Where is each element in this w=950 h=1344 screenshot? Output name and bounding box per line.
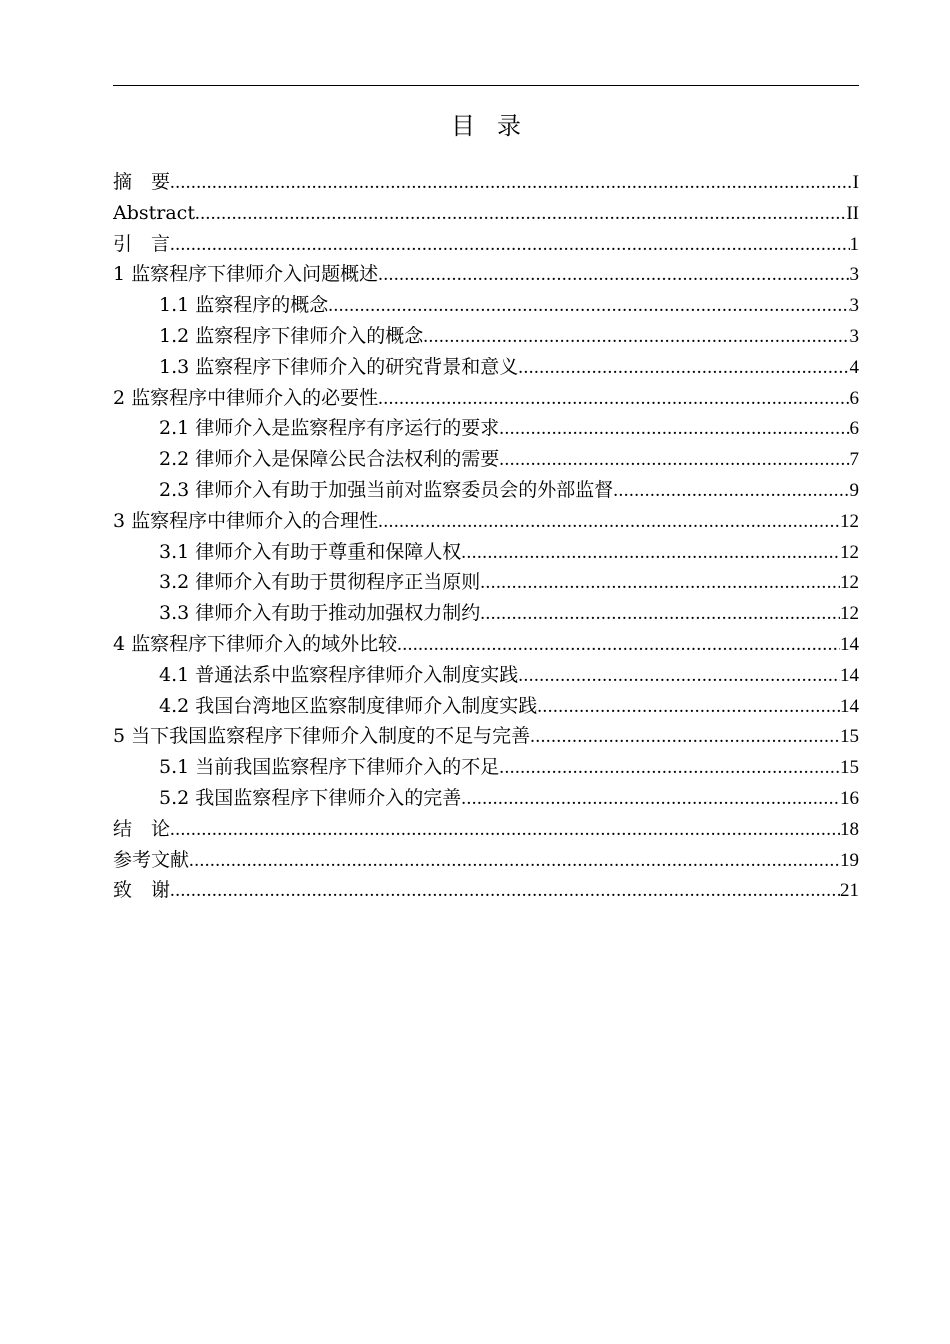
toc-entry-page-number: 6 xyxy=(849,418,859,440)
toc-entry[interactable] xyxy=(113,259,859,290)
toc-dot-leader xyxy=(328,291,849,321)
toc-entry-page-number: 21 xyxy=(840,880,859,902)
toc-entry[interactable] xyxy=(113,383,859,414)
toc-dot-leader xyxy=(397,630,840,660)
toc-entry-label: 5 当下我国监察程序下律师介入制度的不足与完善 xyxy=(113,725,531,748)
toc-entry-label: 引言 xyxy=(113,232,190,255)
toc-entry[interactable] xyxy=(113,598,859,629)
toc-dot-leader xyxy=(530,722,840,752)
toc-entry-label: 2.3 律师介入有助于加强当前对监察委员会的外部监督 xyxy=(159,478,614,501)
toc-entry-page-number: 3 xyxy=(849,295,859,317)
toc-dot-leader xyxy=(378,507,840,537)
toc-entry[interactable] xyxy=(113,537,859,568)
toc-entry-label: 参考文献 xyxy=(113,848,190,871)
toc-entry-label: 5.2 我国监察程序下律师介入的完善 xyxy=(159,786,462,809)
toc-entry-page-number: 16 xyxy=(840,787,859,809)
toc-entry-label: 1.3 监察程序下律师介入的研究背景和意义 xyxy=(159,355,519,378)
toc-entry-page-number: 6 xyxy=(849,387,859,409)
toc-entry[interactable] xyxy=(113,783,859,814)
toc-entry-label: 4.2 我国台湾地区监察制度律师介入制度实践 xyxy=(159,694,538,717)
toc-dot-leader xyxy=(195,199,846,229)
toc-entry[interactable] xyxy=(113,814,859,845)
toc-dot-leader xyxy=(499,753,840,783)
toc-entry[interactable] xyxy=(113,290,859,321)
toc-entry-label: 5.1 当前我国监察程序下律师介入的不足 xyxy=(159,756,500,779)
toc-entry[interactable] xyxy=(113,845,859,876)
toc-dot-leader xyxy=(189,846,840,876)
toc-entry-label: 摘要 xyxy=(113,171,190,193)
toc-entry-page-number: 3 xyxy=(849,325,859,347)
toc-dot-leader xyxy=(537,692,840,722)
toc-dot-leader xyxy=(461,784,840,814)
toc-entry-label: 2 监察程序中律师介入的必要性 xyxy=(113,386,379,409)
toc-dot-leader xyxy=(499,414,849,444)
toc-entry-label: 2.1 律师介入是监察程序有序运行的要求 xyxy=(159,417,500,440)
toc-entry-page-number: II xyxy=(846,202,859,224)
toc-dot-leader xyxy=(518,661,840,691)
toc-dot-leader xyxy=(170,230,849,260)
toc-entry-page-number: 15 xyxy=(840,757,859,779)
toc-entry-page-number: 12 xyxy=(840,603,859,625)
header-rule xyxy=(113,85,859,86)
toc-dot-leader xyxy=(170,815,840,845)
toc-dot-leader xyxy=(518,353,849,383)
toc-entry-label: 致谢 xyxy=(113,879,190,902)
toc-entry[interactable] xyxy=(113,752,859,783)
toc-dot-leader xyxy=(480,568,840,598)
toc-entry-label: 4 监察程序下律师介入的域外比较 xyxy=(113,632,398,655)
toc-entry-page-number: 12 xyxy=(840,541,859,563)
toc-entry-page-number: 19 xyxy=(840,849,859,871)
toc-dot-leader xyxy=(461,538,840,568)
toc-entry[interactable] xyxy=(113,567,859,598)
toc-entry[interactable] xyxy=(113,875,859,906)
toc-entry[interactable] xyxy=(113,229,859,260)
toc-dot-leader xyxy=(378,260,849,290)
toc-entry-label: 1.2 监察程序下律师介入的概念 xyxy=(159,324,424,347)
toc-entry-label: Abstract xyxy=(113,201,195,224)
toc-entry-label: 结论 xyxy=(113,817,190,840)
toc-entry-page-number: 14 xyxy=(840,664,859,686)
toc-entry[interactable] xyxy=(113,413,859,444)
toc-entry[interactable] xyxy=(113,660,859,691)
toc-dot-leader xyxy=(170,168,853,198)
toc-dot-leader xyxy=(378,384,849,414)
toc-entry[interactable] xyxy=(113,321,859,352)
toc-entry-label: 1 监察程序下律师介入问题概述 xyxy=(113,263,379,286)
toc-entry-page-number: 9 xyxy=(849,479,859,501)
toc-entry-label: 4.1 普通法系中监察程序律师介入制度实践 xyxy=(159,663,519,686)
toc-entry-label: 1.1 监察程序的概念 xyxy=(159,294,329,317)
toc-entry-page-number: I xyxy=(852,172,859,193)
toc-entry-page-number: 14 xyxy=(840,695,859,717)
toc-entry-page-number: 12 xyxy=(840,510,859,532)
toc-entry-label: 3.1 律师介入有助于尊重和保障人权 xyxy=(159,540,462,563)
toc-entry-page-number: 4 xyxy=(849,356,859,378)
toc-entry-page-number: 1 xyxy=(849,233,859,255)
toc-entry-page-number: 3 xyxy=(849,264,859,286)
toc-entry[interactable] xyxy=(113,475,859,506)
toc-entry[interactable] xyxy=(113,506,859,537)
toc-entry-label: 3 监察程序中律师介入的合理性 xyxy=(113,509,379,532)
toc-title: 目录 xyxy=(451,112,543,140)
toc-entry[interactable] xyxy=(113,444,859,475)
toc-entry[interactable] xyxy=(113,691,859,722)
toc-entry-page-number: 12 xyxy=(840,572,859,594)
toc-dot-leader xyxy=(613,476,849,506)
toc-dot-leader xyxy=(423,322,849,352)
toc-dot-leader xyxy=(480,599,840,629)
toc-entry-label: 2.2 律师介入是保障公民合法权利的需要 xyxy=(159,448,500,471)
toc-entry-page-number: 7 xyxy=(849,449,859,471)
toc-entry-page-number: 15 xyxy=(840,726,859,748)
toc-entry-page-number: 14 xyxy=(840,633,859,655)
toc-entry[interactable] xyxy=(113,721,859,752)
toc-entry[interactable] xyxy=(113,352,859,383)
table-of-contents xyxy=(113,167,859,906)
toc-entry-label: 3.3 律师介入有助于推动加强权力制约 xyxy=(159,602,481,625)
toc-entry-page-number: 18 xyxy=(840,818,859,840)
toc-entry[interactable] xyxy=(113,167,859,198)
toc-dot-leader xyxy=(499,445,849,475)
toc-entry-label: 3.2 律师介入有助于贯彻程序正当原则 xyxy=(159,571,481,594)
toc-entry[interactable] xyxy=(113,629,859,660)
toc-entry[interactable] xyxy=(113,198,859,229)
toc-dot-leader xyxy=(170,876,840,906)
